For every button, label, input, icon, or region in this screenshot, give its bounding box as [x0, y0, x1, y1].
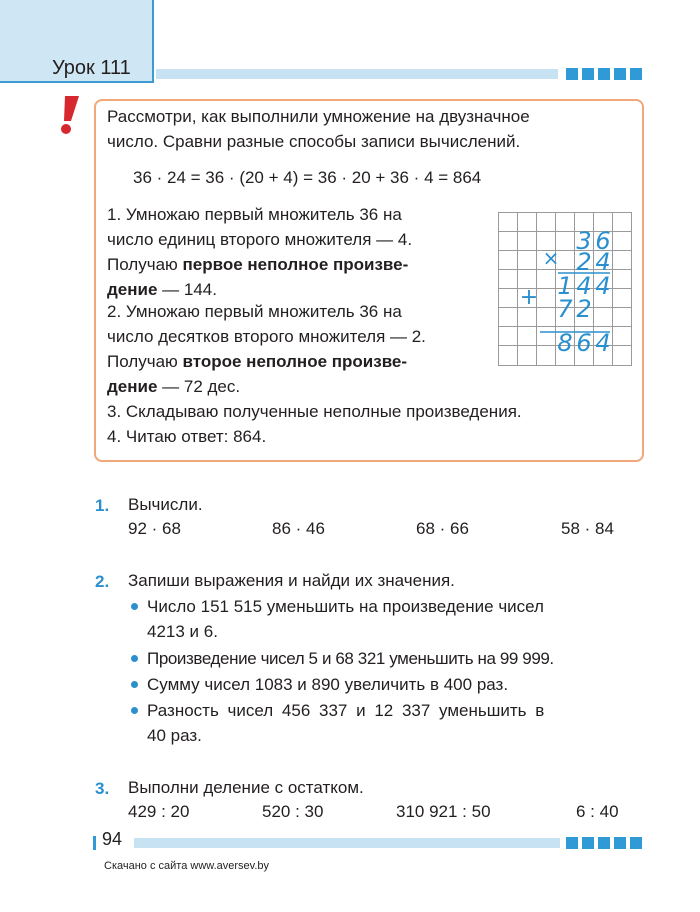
exercise-title: Выполни деление с остатком. [128, 778, 364, 797]
digit: 1 [557, 272, 573, 300]
exercise-item: 520 : 30 [262, 802, 324, 821]
exercise-item: 58 · 84 [561, 519, 614, 538]
header-square [598, 68, 610, 80]
exercise-bullet-line: Число 151 515 уменьшить на произведение чисел [147, 597, 544, 616]
digit: 2 [576, 248, 592, 276]
step-4-line: 4. Читаю ответ: 864. [107, 427, 267, 446]
digit: 2 [576, 295, 592, 323]
step-2-line: 2. Умножаю первый множитель 36 на [107, 302, 402, 321]
exercise-bullet-line: 40 раз. [147, 726, 202, 745]
exercise-bullet-line: 4213 и 6. [147, 622, 218, 641]
exclamation-icon [55, 94, 81, 136]
bullet-icon [131, 681, 138, 688]
step-2-line: число десятков второго множителя — 2. [107, 327, 426, 346]
digit: 6 [576, 329, 592, 357]
header-square [582, 68, 594, 80]
header-square [614, 68, 626, 80]
page-number: 94 [102, 829, 123, 849]
exercise-bullet-line: Сумму чисел 1083 и 890 увеличить в 400 раз. [147, 675, 509, 694]
digit: 4 [595, 272, 611, 300]
step-2-line: дение — 72 дес. [107, 377, 241, 396]
digit: 7 [557, 295, 573, 323]
bullet-icon [131, 655, 138, 662]
footer-marker [93, 836, 96, 850]
digit: 6 [595, 227, 611, 255]
step-3-line: 3. Складываю полученные неполные произведения. [107, 402, 522, 421]
source-note: Скачано с сайта www.aversev.by [104, 860, 270, 872]
exercise-title: Запиши выражения и найди их значения. [128, 571, 455, 590]
digit: 4 [595, 248, 611, 276]
exercise-number: 2. [95, 572, 110, 591]
step-1-line: число единиц второго множителя — 4. [107, 230, 413, 249]
exercise-item: 310 921 : 50 [396, 802, 491, 821]
exercise-item: 429 : 20 [128, 802, 190, 821]
exercise-number: 1. [95, 496, 110, 515]
header-square [566, 68, 578, 80]
footer-stripe [134, 838, 560, 848]
header-square [630, 68, 642, 80]
step-1-line: дение — 144. [107, 280, 217, 299]
footer-square [614, 837, 626, 849]
exercise-title: Вычисли. [128, 495, 203, 514]
column-multiplication-grid [498, 212, 632, 366]
bullet-icon [131, 707, 138, 714]
exercise-item: 6 : 40 [576, 802, 619, 821]
lesson-title: Урок 111 [52, 57, 131, 79]
times-sign: × [542, 246, 560, 270]
footer-square [566, 837, 578, 849]
exercise-number: 3. [95, 779, 110, 798]
step-1-line: Получаю первое неполное произве- [107, 255, 409, 274]
digit: 8 [557, 329, 573, 357]
exercise-item: 86 · 46 [272, 519, 325, 538]
header-stripe [156, 69, 558, 79]
rule-intro-line: Рассмотри, как выполнили умножение на двузначное [107, 107, 530, 126]
digit: 4 [595, 329, 611, 357]
footer-square [630, 837, 642, 849]
plus-sign: + [519, 285, 539, 310]
footer-square [582, 837, 594, 849]
digit: 3 [576, 227, 592, 255]
step-2-line: Получаю второе неполное произве- [107, 352, 408, 371]
rule-formula: 36 · 24 = 36 · (20 + 4) = 36 · 20 + 36 · 4 = 864 [133, 168, 482, 187]
exercise-bullet-line: Произведение чисел 5 и 68 321 уменьшить на 99 999. [147, 649, 554, 668]
step-1-line: 1. Умножаю первый множитель 36 на [107, 205, 402, 224]
term-first-partial-product: первое неполное произве- [182, 255, 409, 274]
exercise-item: 92 · 68 [128, 519, 181, 538]
digit: 4 [576, 272, 592, 300]
exercise-item: 68 · 66 [416, 519, 469, 538]
exercise-bullet-line: Разность чисел 456 337 и 12 337 уменьшить в [147, 701, 545, 720]
footer-square [598, 837, 610, 849]
term-second-partial-product: второе неполное произве- [182, 352, 408, 371]
rule-intro-line: число. Сравни разные способы записи вычислений. [107, 132, 521, 151]
bullet-icon [131, 603, 138, 610]
